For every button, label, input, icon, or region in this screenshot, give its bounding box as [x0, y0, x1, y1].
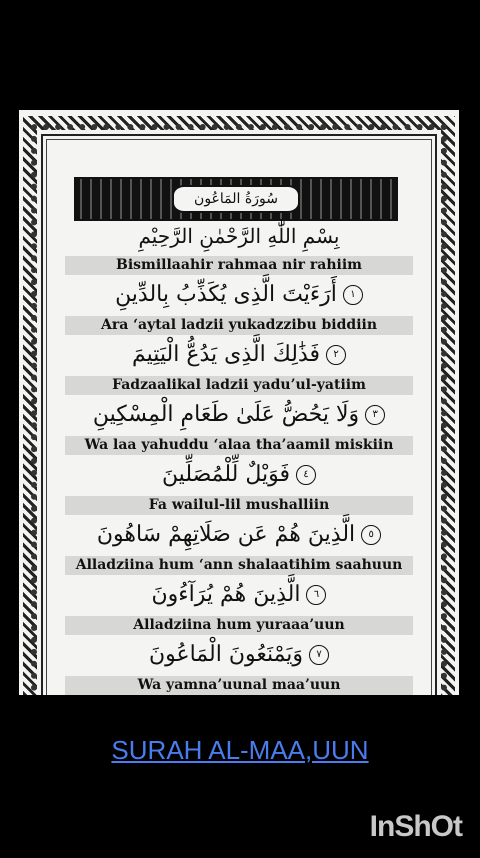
ayah-text: فَوَيْلٌ لِّلْمُصَلِّينَ: [161, 462, 291, 487]
inshot-watermark: InShOt: [369, 810, 462, 843]
surah-header-title: سُورَةُ المَاعُون: [172, 185, 300, 213]
ayah-latin: Fadzaalikal ladzii yadu’ul-yatiim: [65, 376, 413, 395]
ayah-number: ٦: [306, 585, 326, 605]
ayah-text: الَّذِينَ هُمْ عَن صَلَاتِهِمْ سَاهُونَ: [96, 522, 356, 547]
surah-header-band: [74, 177, 398, 221]
ayah-latin: Wa yamna’uunal maa’uun: [65, 676, 413, 695]
ayah-latin: Alladziina hum yuraaa’uun: [65, 616, 413, 635]
bismillah-latin: Bismillaahir rahmaa nir rahiim: [65, 256, 413, 275]
ayah-number: ٧: [309, 645, 329, 665]
ayah-latin: Fa wailul-lil mushalliin: [65, 496, 413, 515]
ayah-text: فَذَٰلِكَ الَّذِى يَدُعُّ الْيَتِيمَ: [131, 342, 321, 367]
ayah-latin: Alladziina hum ‘ann shalaatihim saahuun: [65, 556, 413, 575]
ayah-text: الَّذِينَ هُمْ يُرَآءُونَ: [151, 582, 301, 607]
ayah-latin: Wa laa yahuddu ‘alaa tha’aamil miskiin: [65, 436, 413, 455]
ayah-arabic: [69, 282, 409, 307]
ayah-arabic: [69, 462, 409, 487]
ayah-number: ٣: [365, 405, 385, 425]
ayah-arabic: [69, 582, 409, 607]
ayah-number: ٢: [326, 345, 346, 365]
ayah-text: وَيَمْنَعُونَ الْمَاعُونَ: [148, 642, 304, 667]
ayah-number: ٤: [296, 465, 316, 485]
ayah-arabic: [69, 642, 409, 667]
ayah-text: وَلَا يَحُضُّ عَلَىٰ طَعَامِ الْمِسْكِينِ: [92, 402, 360, 427]
surah-title-link[interactable]: SURAH AL-MAA,UUN: [111, 735, 369, 765]
surah-page: [19, 110, 459, 695]
bismillah-arabic: بِسْمِ اللّٰهِ الرَّحْمٰنِ الرَّحِيْمِ: [138, 224, 340, 248]
ayah-arabic: [69, 342, 409, 367]
ayah-text: أَرَءَيْتَ الَّذِى يُكَذِّبُ بِالدِّينِ: [115, 282, 337, 307]
ayah-number: ١: [343, 285, 363, 305]
ayah-latin: Ara ‘aytal ladzii yukadzzibu biddiin: [65, 316, 413, 335]
ayah-number: ٥: [361, 525, 381, 545]
ayah-arabic: [69, 522, 409, 547]
ayah-arabic: [69, 402, 409, 427]
